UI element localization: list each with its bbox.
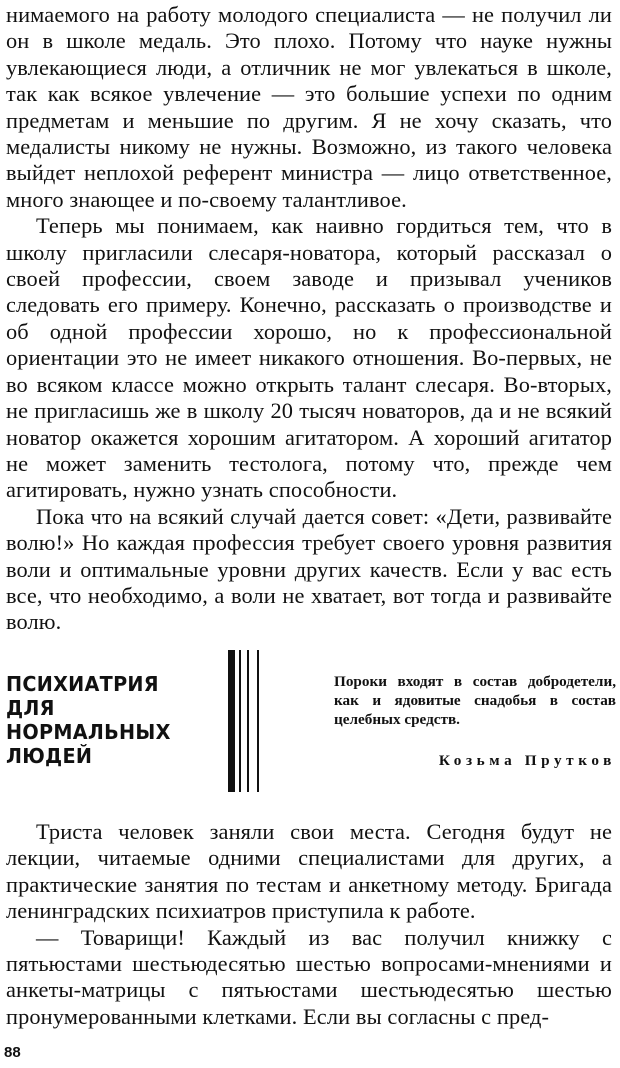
decorative-bar [228,650,235,792]
epigraph-quote: Пороки входят в состав добродетели, как и ядовитые снадобья в состав целебных средств. [334,673,616,728]
section-header [0,640,620,800]
section-title-line: НОРМАЛЬНЫХ [6,720,171,744]
paragraph-trista: Триста человек заняли свои места. Сегодня будут не лекции, читаемые одними специалистами для других, а практические занятия по тестам и анкетному методу. Бригада ленинградских психиатров приступила к работе. [6,819,612,924]
paragraph-continuation: нимаемого на работу молодого специалиста — не получил ли он в школе медаль. Это плохо. Потому что науке нужны увлекающиеся люди, а отличник не мог увлекаться в школе, так как всякое увлечение — это большие успехи по одним предметам и меньшие по другим. Я не хочу сказать, что медалисты никому не нужны. Возможно, из такого человека выйдет неплохой референт министра — лицо ответственное, много знающее и по-своему талантливое. [6,2,612,212]
decorative-bar [239,650,241,792]
page-number: 88 [4,1044,21,1061]
section-title [6,672,208,768]
decorative-bar [247,650,249,792]
paragraph-slesar: Теперь мы понимаем, как наивно гордиться тем, что в школу пригласили слесаря-новатора, который рассказал о своей профессии, своем заводе и призывал учеников следовать его примеру. Конечно, рассказать о производстве и об одной профессии хорошо, но к профессиональной ориентации это не имеет никакого отношения. Во-первых, не во всяком классе можно открыть талант слесаря. Во-вторых, не пригласишь же в школу 20 тысяч новаторов, да и не всякий новатор окажется хорошим агитатором. А хороший агитатор не может заменить тестолога, потому что, прежде чем агитировать, нужно узнать способности. [6,213,612,503]
epigraph-author: Козьма Прутков [438,752,616,769]
top-text-block [6,2,612,636]
paragraph-tovarishchi: — Товарищи! Каждый из вас получил книжку с пятьюстами шестьюдесятью шестью вопросами-мнениями и анкеты-матрицы с пятьюстами шестьюдесятью шестью пронумерованными клетками. Если вы согласны с пред- [6,924,612,1029]
paragraph-volya: Пока что на всякий случай дается совет: «Дети, развивайте волю!» Но каждая профессия требует своего уровня развития воли и оптимальные уровни других качеств. Если у вас есть все, что необходимо, а воли не хватает, вот тогда и развивайте волю. [6,503,612,635]
decorative-bars [228,650,268,792]
bottom-text-block [6,819,612,1030]
section-title-line: ПСИХИАТРИЯ [6,672,159,696]
section-title-line: ЛЮДЕЙ [6,744,93,768]
decorative-bar [257,650,259,792]
section-title-line: ДЛЯ [6,696,55,720]
